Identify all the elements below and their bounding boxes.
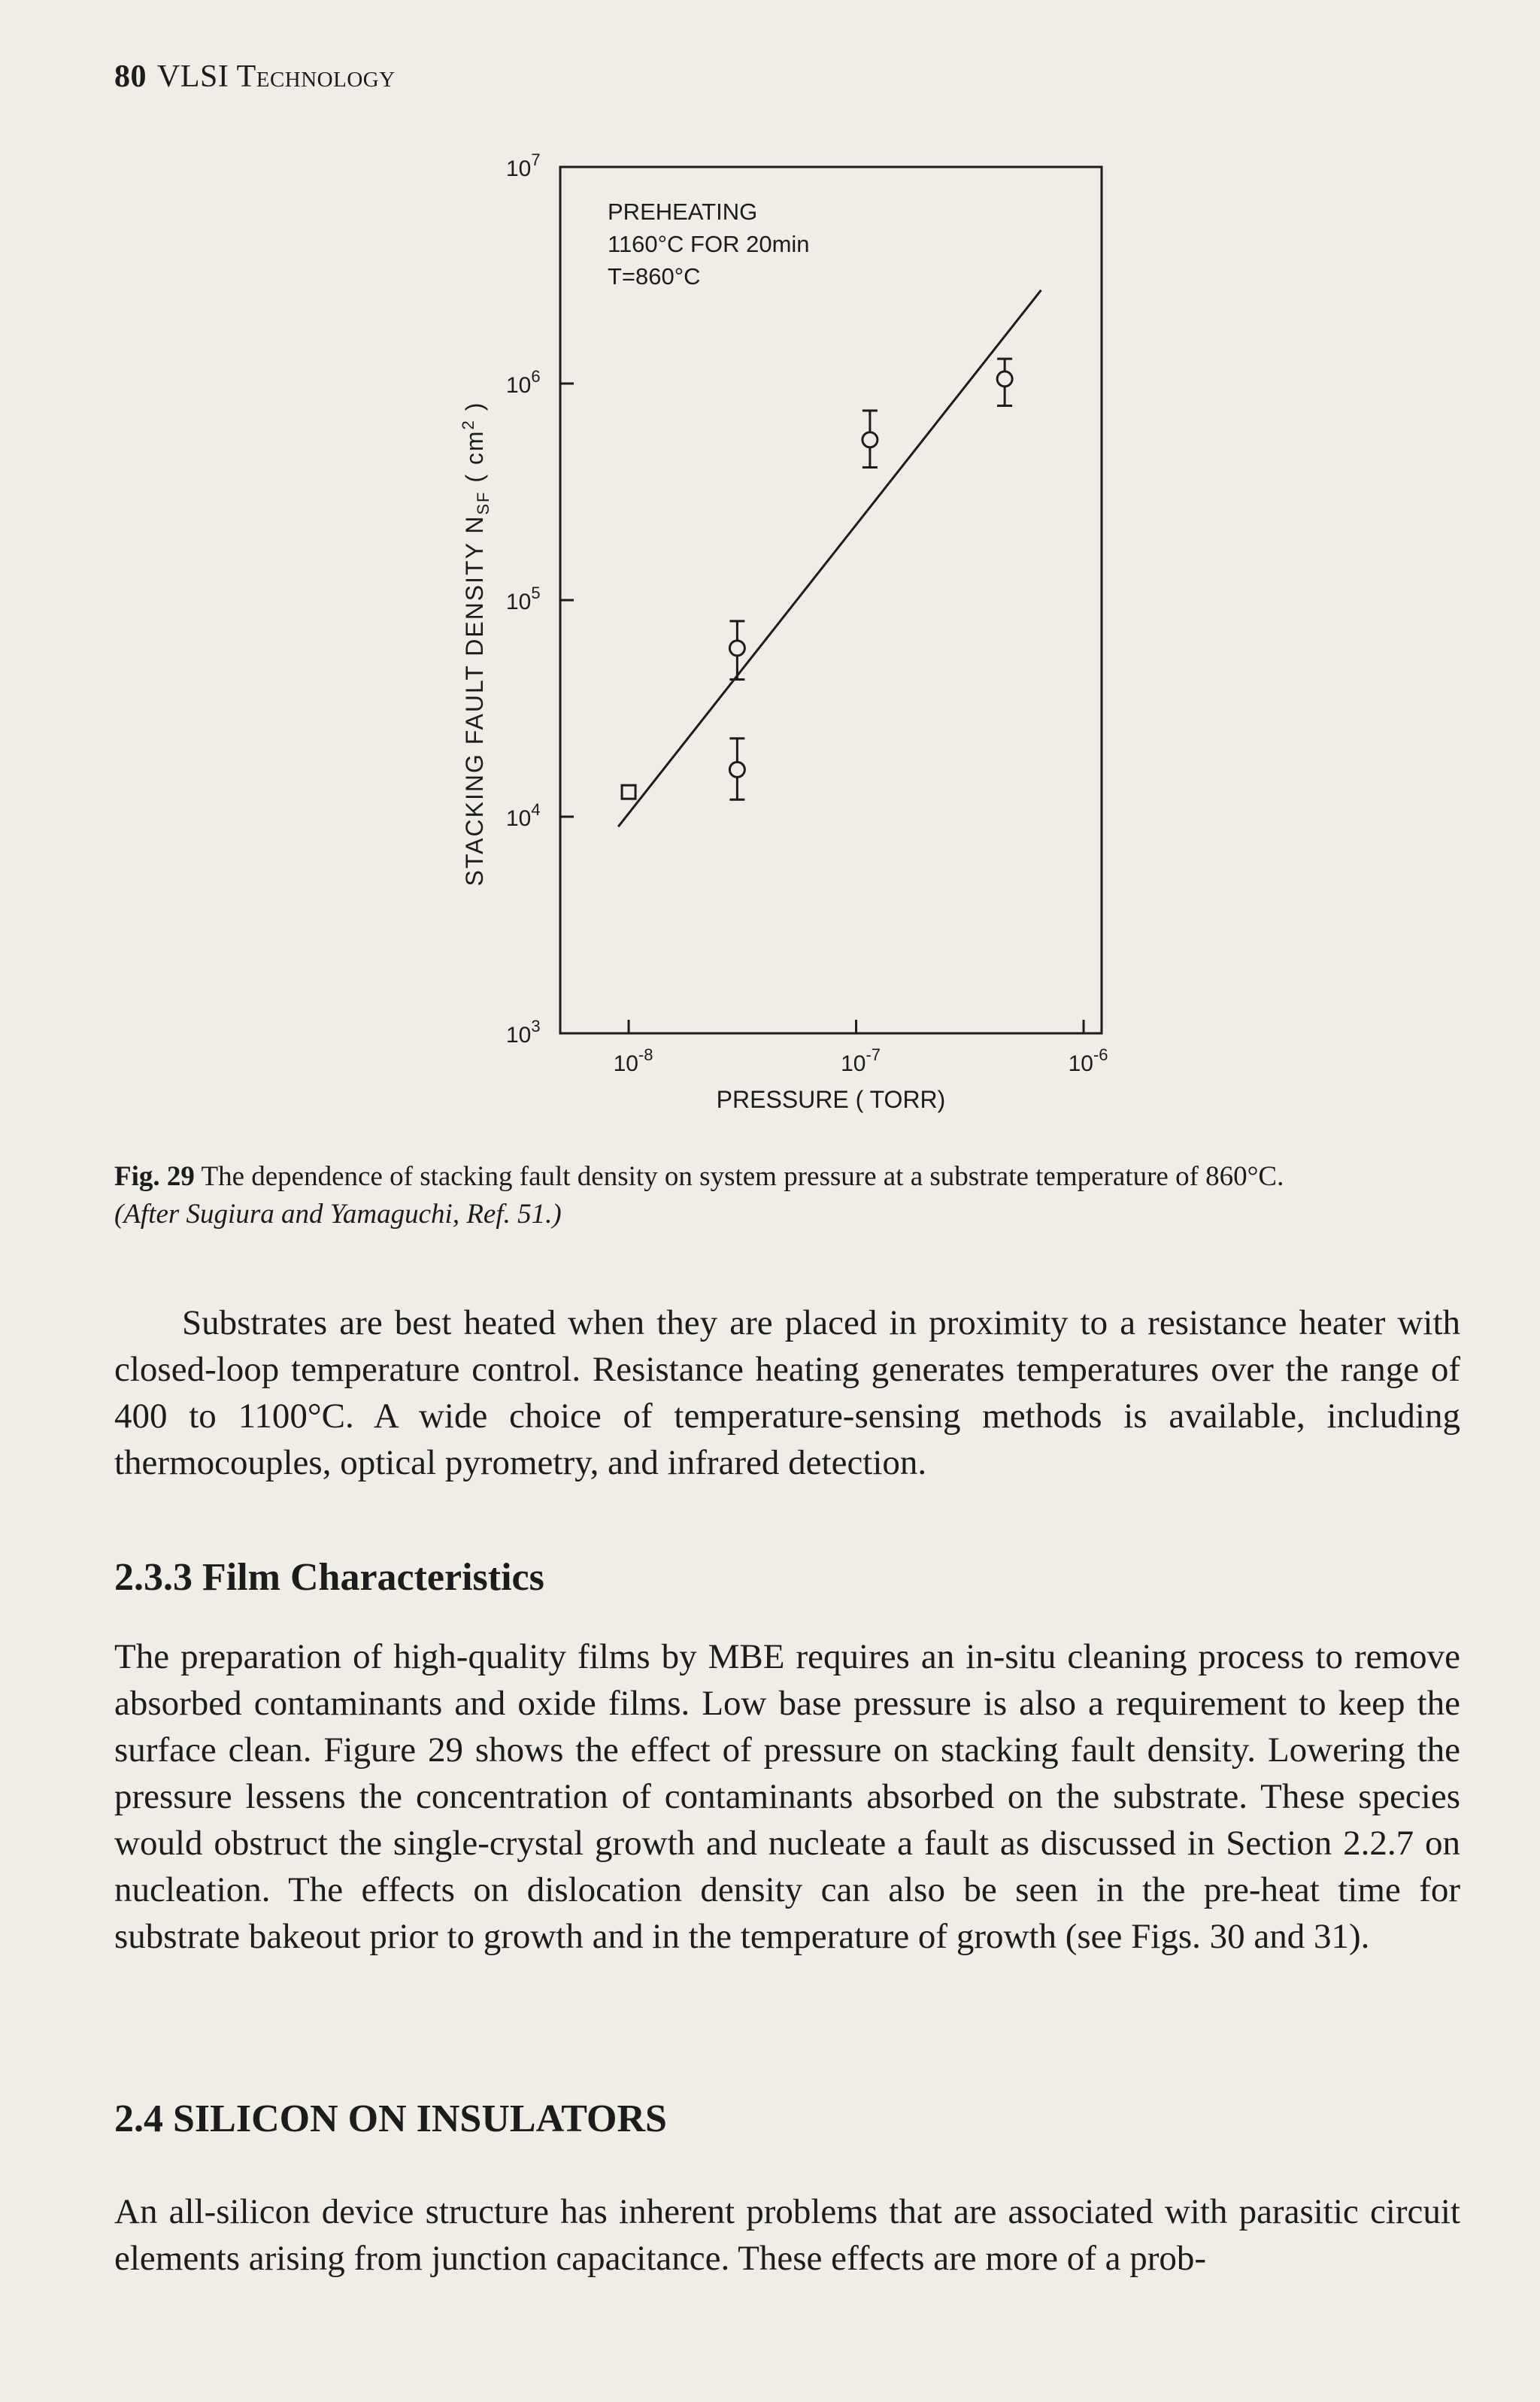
paragraph-silicon-on-insulators: An all-silicon device structure has inherent problems that are associated with parasitic circuit elements arising from junction capacitance. These effects are more of a prob- [114,2192,1460,2278]
fit-line [618,290,1041,826]
figure-label: Fig. 29 [114,1161,195,1192]
annotation-line-3: T=860°C [608,263,701,290]
data-point-4 [997,372,1012,387]
running-title: VLSI Technology [157,59,396,94]
annotation-line-1: PREHEATING [608,199,758,225]
section-heading-silicon-on-insulators: 2.4 SILICON ON INSULATORS [114,2097,667,2140]
stacking-fault-chart [421,135,1143,1128]
x-tick-label-1: $10^{-7}$ [841,1045,881,1076]
data-point-0 [622,785,635,799]
y-tick-label-2: $10^5$ [506,584,541,614]
plot-frame [560,167,1102,1033]
y-label-sub: SF [474,490,493,515]
y-tick-label-1: $10^4$ [506,800,541,831]
running-header [114,59,396,95]
y-label-main: STACKING FAULT DENSITY N [461,514,488,887]
y-tick-label-4: $10^7$ [506,150,541,181]
x-axis-label: PRESSURE ( TORR) [716,1086,946,1113]
x-tick-label-2: $10^{-6}$ [1068,1045,1108,1076]
y-label-sup: 2 [459,419,477,430]
data-point-2 [729,641,744,656]
y-axis-label [459,402,493,887]
annotation-line-2: 1160°C FOR 20min [608,231,810,257]
caption-text: The dependence of stacking fault density on system pressure at a substrate temperature of 860°C. [201,1161,1284,1192]
y-tick-label-0: $10^3$ [506,1017,541,1048]
paragraph-film-characteristics: The preparation of high-quality films by MBE requires an in-situ cleaning process to remove absorbed contaminants and oxide films. Low base pressure is also a requirement to keep the surface clean. Figure 29 shows the effect of pressure on stacking fault density. Lowering the pressure lessens the concentration of contaminants absorbed on the substrate. These species would obstruct the single-crystal growth and nucleate a fault as discussed in Section 2.2.7 on nucleation. The effects on dislocation density can also be seen in the pre-heat time for substrate bakeout prior to growth and in the temperature of growth (see Figs. 30 and 31). [114,1637,1460,1956]
data-point-1 [729,762,744,777]
y-label-unit: ( cm [461,429,488,491]
y-tick-label-3: $10^6$ [506,367,541,398]
section-heading-film-characteristics: 2.3.3 Film Characteristics [114,1556,544,1599]
data-point-3 [862,432,878,447]
y-label-close: ) [461,401,488,420]
x-tick-label-0: $10^{-8}$ [613,1045,653,1076]
paragraph-substrate-heating: Substrates are best heated when they are placed in proximity to a resistance heater with closed-loop temperature control. Resistance heating generates temperatures over the range of 400 to 1100°C. A wide choice of temperature-sensing methods is available, including thermocouples, optical pyrometry, and infrared detection. [114,1303,1460,1482]
caption-source: (After Sugiura and Yamaguchi, Ref. 51.) [114,1199,562,1230]
page-number: 80 [114,59,147,94]
figure-caption [114,1158,1468,1233]
